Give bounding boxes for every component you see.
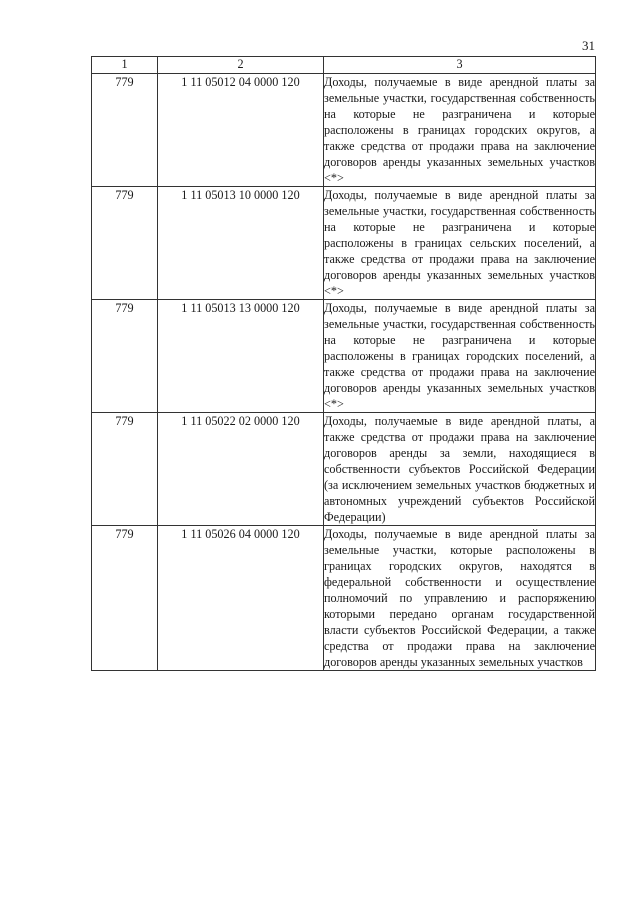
- revenue-codes-table: [91, 56, 596, 671]
- description-cell: [324, 187, 596, 300]
- description-text: Доходы, получаемые в виде арендной платы, а также средства от продажи права на заключение договоров аренды за земли, находящиеся в собственности субъектов Российской Федерации (за исключением земельных участков бюджетных и автономных учреждений субъектов Российской Федерации): [324, 414, 595, 524]
- header-col-1: 1: [92, 57, 158, 74]
- admin-code-cell: 779: [92, 300, 158, 413]
- table-row: [92, 413, 596, 526]
- description-cell: [324, 300, 596, 413]
- table-row: [92, 187, 596, 300]
- kbk-code-cell: 1 11 05013 10 0000 120: [158, 187, 324, 300]
- table-header-row: [92, 57, 596, 74]
- description-text: Доходы, получаемые в виде арендной платы за земельные участки, государственная собственность на которые не разграничена и которые расположены в границах сельских поселений, а также средства от продажи права на заключение договоров аренды указанных земельных участков <*>: [324, 188, 595, 298]
- admin-code-cell: 779: [92, 187, 158, 300]
- admin-code-cell: 779: [92, 526, 158, 671]
- description-text: Доходы, получаемые в виде арендной платы за земельные участки, которые расположены в границах городских округов, находятся в федеральной собственности и осуществление полномочий по управлению и распоряжению которыми передано органам государственной власти субъектов Российской Федерации, а также средства от продажи права на заключение договоров аренды указанных земельных участков: [324, 527, 595, 669]
- table-row: [92, 526, 596, 671]
- description-cell: [324, 74, 596, 187]
- table-row: [92, 74, 596, 187]
- kbk-code-cell: 1 11 05013 13 0000 120: [158, 300, 324, 413]
- kbk-code-cell: 1 11 05022 02 0000 120: [158, 413, 324, 526]
- page-number: 31: [582, 38, 595, 53]
- kbk-code-cell: 1 11 05012 04 0000 120: [158, 74, 324, 187]
- header-col-2: 2: [158, 57, 324, 74]
- kbk-code-cell: 1 11 05026 04 0000 120: [158, 526, 324, 671]
- description-text: Доходы, получаемые в виде арендной платы за земельные участки, государственная собственность на которые не разграничена и которые расположены в границах городских поселений, а также средства от продажи права на заключение договоров аренды указанных земельных участков <*>: [324, 301, 595, 411]
- table-row: [92, 300, 596, 413]
- description-cell: [324, 526, 596, 671]
- admin-code-cell: 779: [92, 74, 158, 187]
- description-text: Доходы, получаемые в виде арендной платы за земельные участки, государственная собственность на которые не разграничена и которые расположены в границах городских округов, а также средства от продажи права на заключение договоров аренды указанных земельных участков <*>: [324, 75, 595, 185]
- admin-code-cell: 779: [92, 413, 158, 526]
- description-cell: [324, 413, 596, 526]
- header-col-3: 3: [324, 57, 596, 74]
